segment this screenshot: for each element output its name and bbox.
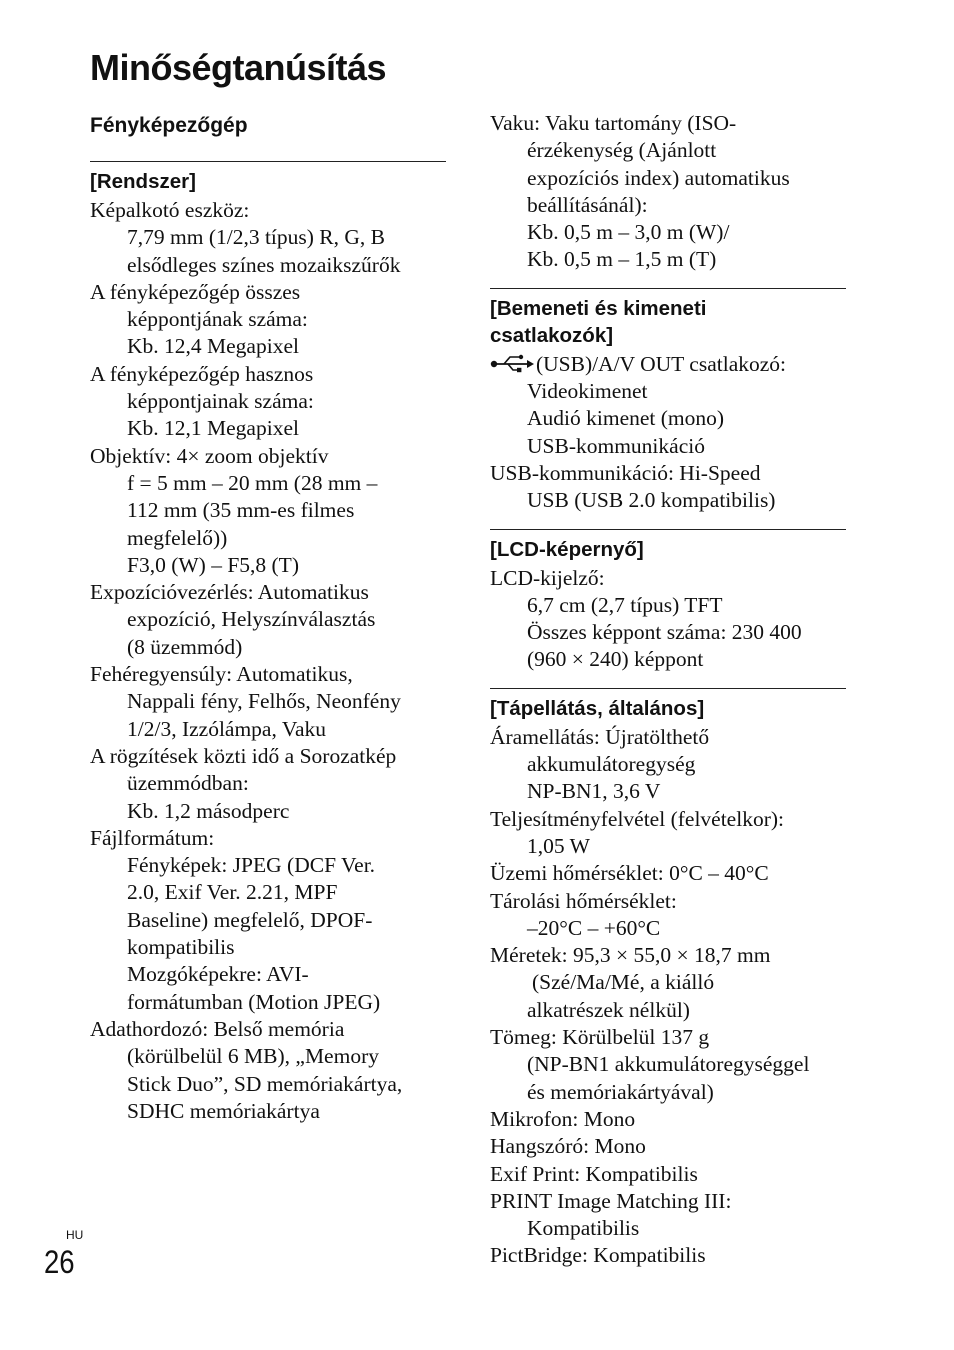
- section-title-lcd: [LCD-képernyő]: [490, 537, 644, 561]
- spec-line: Fényképek: JPEG (DCF Ver.: [127, 853, 376, 878]
- usb-icon: [490, 354, 534, 374]
- spec-line: Kompatibilis: [527, 1216, 640, 1241]
- spec-line: Kb. 1,2 másodperc: [127, 798, 290, 823]
- spec-line: Üzemi hőmérséklet: 0°C – 40°C: [490, 861, 769, 886]
- usb-connector-line: [490, 351, 846, 378]
- spec-line: (8 üzemmód): [127, 634, 243, 659]
- spec-line: és memóriakártyával): [527, 1079, 714, 1104]
- spec-line: 7,79 mm (1/2,3 típus) R, G, B: [127, 225, 386, 250]
- spec-line: Nappali fény, Felhős, Neonfény: [127, 689, 401, 714]
- spec-line: kompatibilis: [127, 935, 235, 960]
- spec-line: Tárolási hőmérséklet:: [490, 888, 677, 913]
- spec-line: megfelelő)): [127, 525, 228, 550]
- section-title-io-line1: [Bemeneti és kimeneti: [490, 296, 707, 320]
- spec-line: Kb. 12,1 Megapixel: [127, 416, 299, 441]
- spec-line: Audió kimenet (mono): [527, 406, 725, 431]
- spec-line: Adathordozó: Belső memória: [90, 1016, 345, 1041]
- section-system: [90, 161, 446, 1125]
- spec-line: Képalkotó eszköz:: [90, 198, 250, 222]
- spec-line: Kb. 0,5 m – 3,0 m (W)/: [527, 220, 730, 245]
- spec-line: Összes képpont száma: 230 400: [527, 620, 802, 645]
- page-title: Minőségtanúsítás: [90, 47, 387, 88]
- spec-line: Vaku: Vaku tartomány (ISO-: [490, 111, 737, 135]
- spec-line: f = 5 mm – 20 mm (28 mm –: [127, 470, 378, 495]
- section-power: [490, 688, 846, 1270]
- spec-line: Exif Print: Kompatibilis: [490, 1161, 698, 1186]
- spec-line: A fényképezőgép összes: [90, 279, 301, 304]
- spec-line: 2.0, Exif Ver. 2.21, MPF: [127, 880, 338, 905]
- spec-line: alkatrészek nélkül): [527, 997, 690, 1022]
- spec-line: expozíciós index) automatikus: [527, 165, 790, 190]
- spec-line: Teljesítményfelvétel (felvételkor):: [490, 806, 784, 831]
- section-io: [490, 288, 846, 515]
- spec-line: 112 mm (35 mm-es filmes: [127, 498, 355, 523]
- spec-line: Tömeg: Körülbelül 137 g: [490, 1025, 710, 1050]
- spec-line: Objektív: 4× zoom objektív: [90, 443, 329, 468]
- spec-line: elsődleges színes mozaikszűrők: [127, 252, 401, 277]
- spec-line: Mozgóképekre: AVI-: [127, 962, 309, 987]
- spec-line: (960 × 240) képpont: [527, 647, 704, 672]
- spec-line: USB-kommunikáció: [527, 433, 705, 458]
- spec-line: képpontjainak száma:: [127, 389, 314, 414]
- spec-list-power: [490, 724, 846, 1270]
- spec-line: 1/2/3, Izzólámpa, Vaku: [127, 716, 327, 741]
- spec-line: USB (USB 2.0 kompatibilis): [527, 488, 776, 513]
- usb-connector-text: (USB)/A/V OUT csatlakozó:: [536, 351, 787, 376]
- page-language: HU: [66, 1228, 84, 1242]
- spec-line: USB-kommunikáció: Hi-Speed: [490, 460, 761, 485]
- spec-line: 6,7 cm (2,7 típus) TFT: [527, 592, 723, 617]
- spec-line: Hangszóró: Mono: [490, 1134, 646, 1159]
- spec-list-flash: [490, 110, 846, 274]
- spec-line: –20°C – +60°C: [527, 915, 661, 940]
- page-number: 26: [44, 1244, 75, 1280]
- section-flash: [490, 110, 846, 274]
- spec-line: Áramellátás: Újratölthető: [490, 724, 710, 749]
- section-title-system: [Rendszer]: [90, 170, 196, 193]
- spec-line: Mikrofon: Mono: [490, 1106, 636, 1131]
- left-column: [90, 110, 446, 1135]
- section-lcd: [490, 529, 846, 674]
- spec-line: (körülbelül 6 MB), „Memory: [127, 1044, 379, 1069]
- spec-line: PRINT Image Matching III:: [490, 1188, 732, 1213]
- spec-line: érzékenység (Ajánlott: [527, 138, 717, 163]
- spec-line: Méretek: 95,3 × 55,0 × 18,7 mm: [490, 943, 771, 968]
- spec-line: Fehéregyensúly: Automatikus,: [90, 662, 353, 687]
- spec-list-lcd: [490, 565, 846, 674]
- spec-line: Expozícióvezérlés: Automatikus: [90, 580, 369, 605]
- spec-line: üzemmódban:: [127, 771, 249, 796]
- spec-list-io: [490, 378, 846, 514]
- section-title-io: [490, 295, 846, 349]
- spec-line: LCD-kijelző:: [490, 565, 605, 590]
- spec-line: Kb. 0,5 m – 1,5 m (T): [527, 247, 717, 272]
- subtitle: Fényképezőgép: [90, 114, 248, 137]
- spec-line: formátumban (Motion JPEG): [127, 989, 381, 1014]
- spec-line: SDHC memóriakártya: [127, 1098, 320, 1123]
- spec-line: képpontjának száma:: [127, 307, 308, 332]
- spec-line: (Szé/Ma/Mé, a kiálló: [532, 970, 715, 995]
- section-title-io-line2: csatlakozók]: [490, 323, 614, 347]
- spec-line: PictBridge: Kompatibilis: [490, 1243, 706, 1268]
- spec-line: akkumulátoregység: [527, 752, 696, 777]
- spec-list-system: [90, 197, 446, 1125]
- section-title-power: [Tápellátás, általános]: [490, 696, 705, 720]
- spec-line: expozíció, Helyszínválasztás: [127, 607, 376, 632]
- spec-line: Kb. 12,4 Megapixel: [127, 334, 299, 359]
- spec-line: Fájlformátum:: [90, 825, 215, 850]
- spec-line: NP-BN1, 3,6 V: [527, 779, 661, 804]
- spec-line: A fényképezőgép hasznos: [90, 361, 314, 386]
- spec-line: (NP-BN1 akkumulátoregységgel: [527, 1052, 810, 1077]
- spec-line: A rögzítések közti idő a Sorozatkép: [90, 743, 397, 768]
- spec-line: beállításánál):: [527, 192, 648, 217]
- spec-line: Videokimenet: [527, 379, 648, 404]
- spec-line: F3,0 (W) – F5,8 (T): [127, 552, 299, 577]
- spec-line: Stick Duo”, SD memóriakártya,: [127, 1071, 403, 1096]
- spec-line: Baseline) megfelelő, DPOF-: [127, 907, 373, 932]
- spec-line: 1,05 W: [527, 833, 590, 858]
- right-column: [490, 110, 846, 1280]
